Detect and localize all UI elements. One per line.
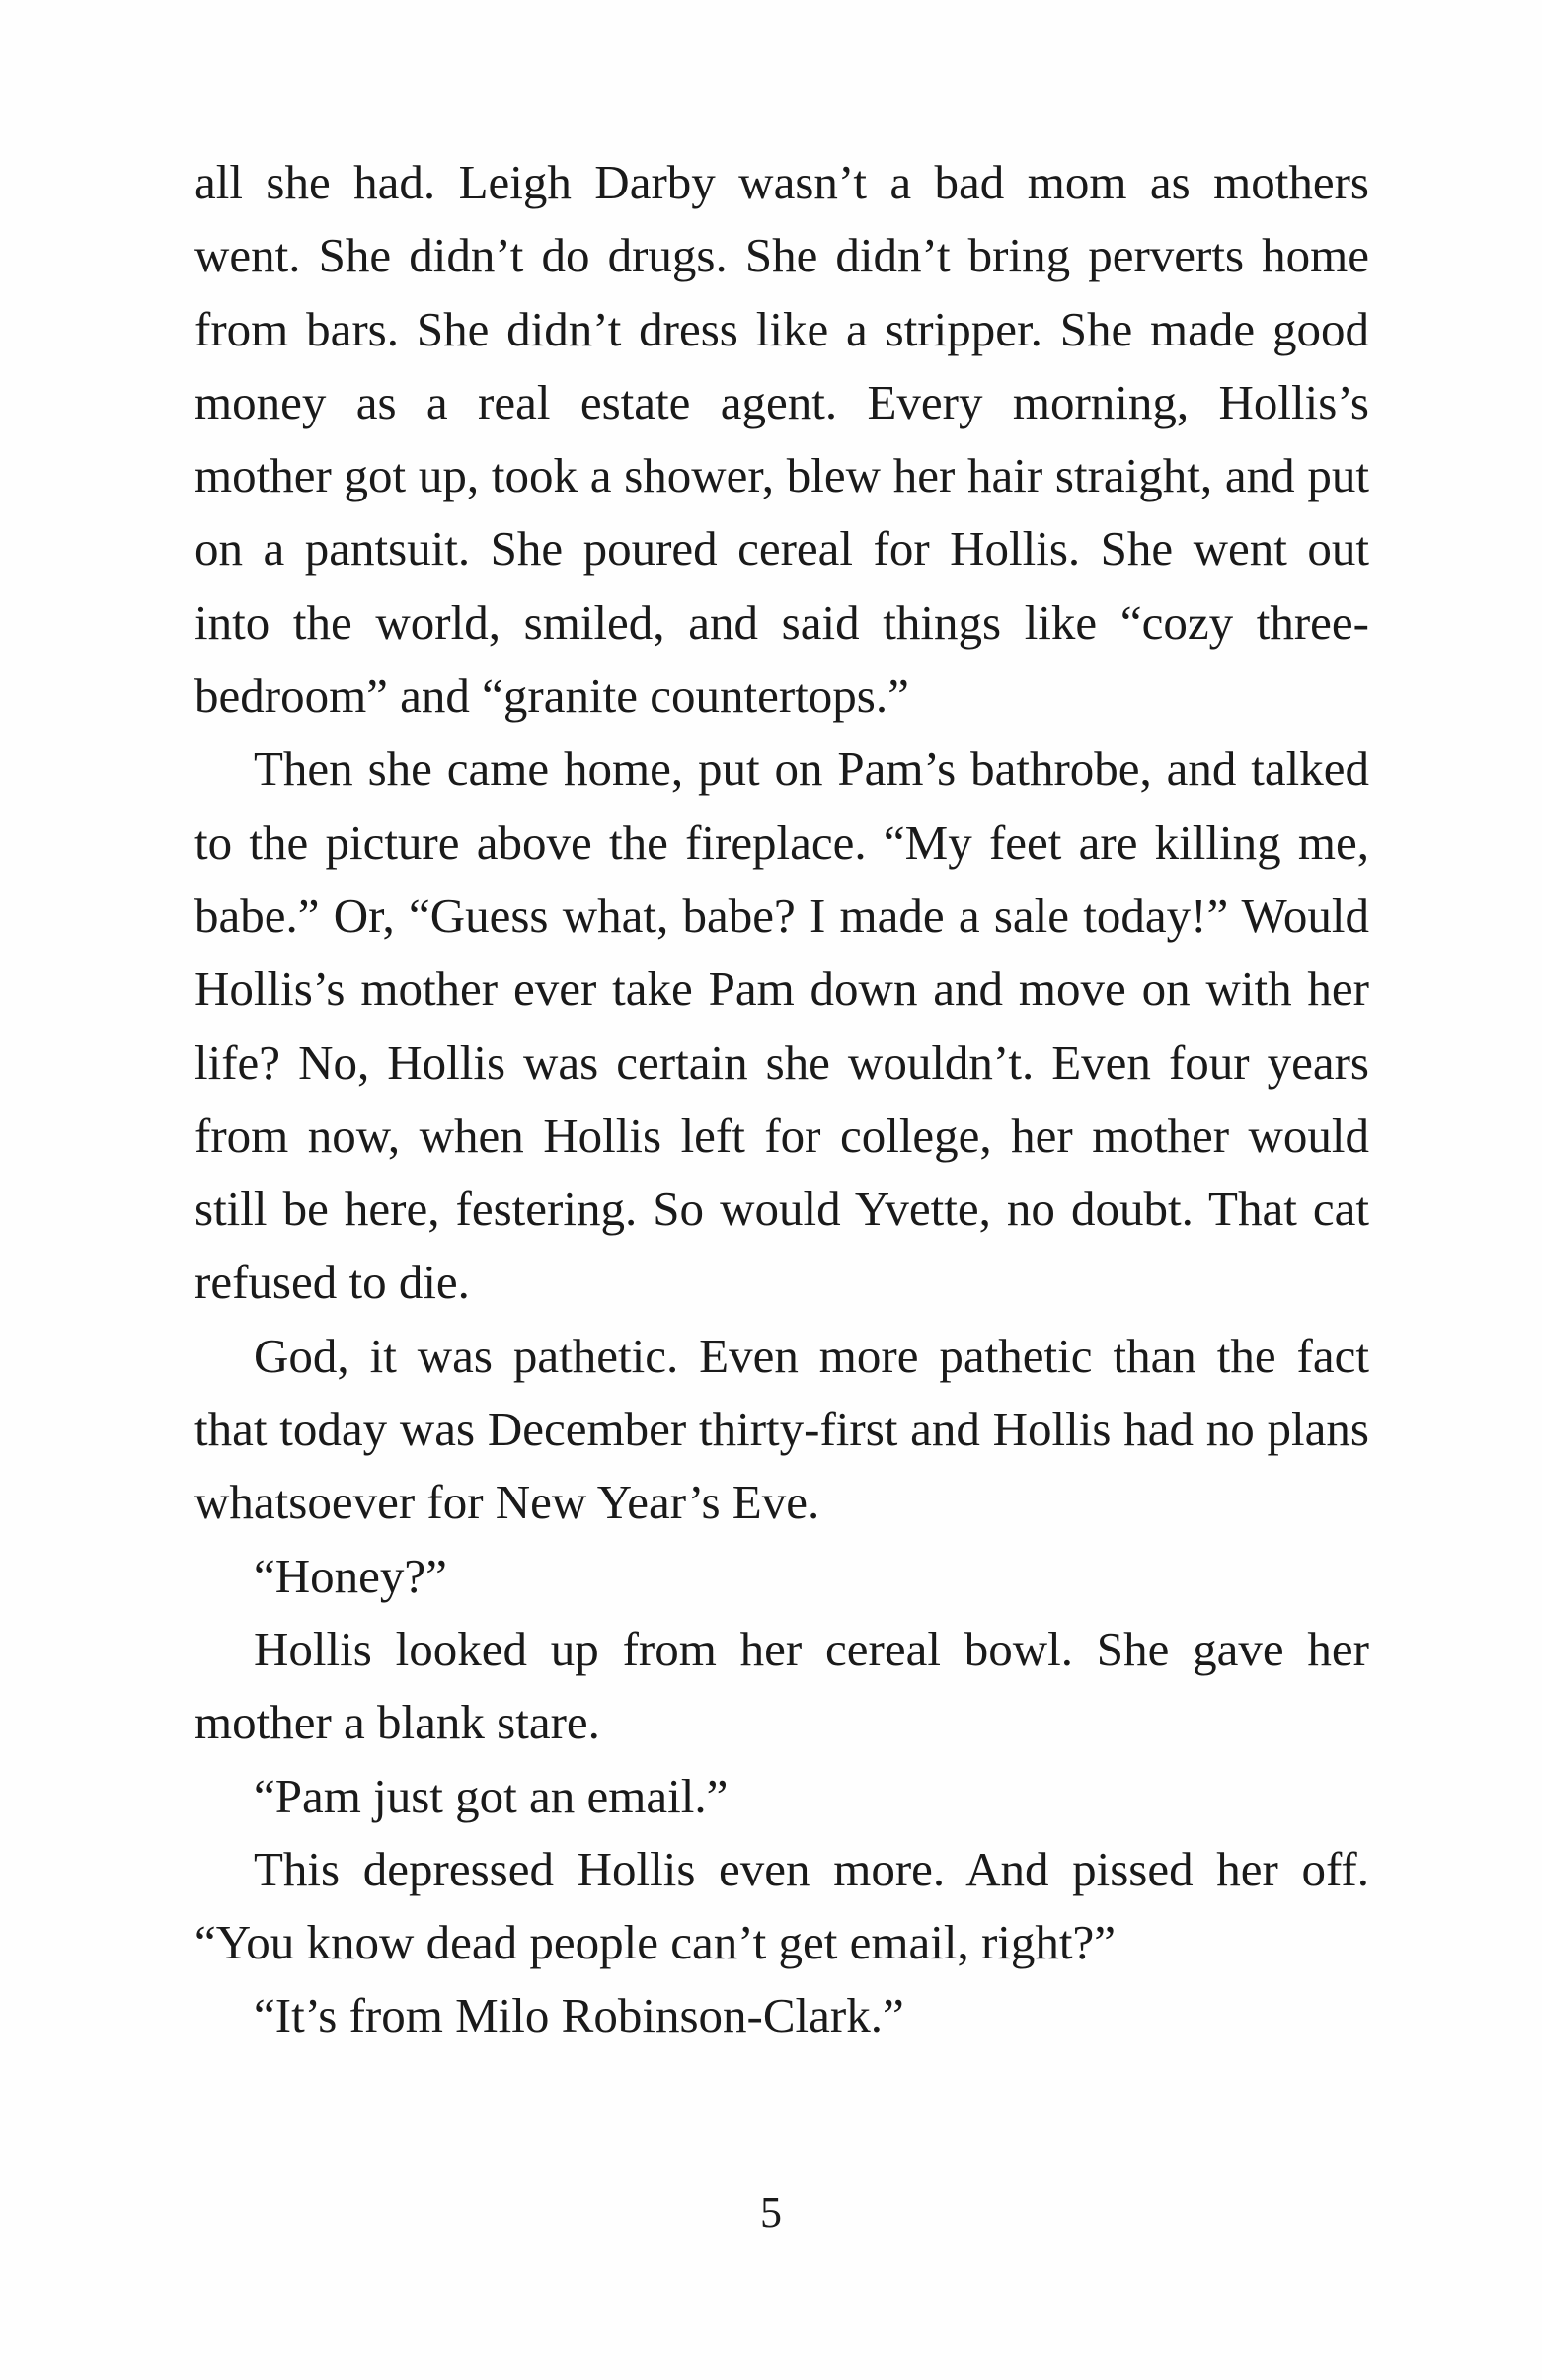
paragraph-1: all she had. Leigh Darby wasn’t a bad mom as mothers went. She didn’t do drugs. She didn’t bring perverts home from bars. She didn’t dress like a stripper. She made good money as a real estate agent. Every morning, Hollis’s mother got up, took a shower, blew her hair straight, and put on a pantsuit. She poured cereal for Hollis. She went out into the world, smiled, and said things like “cozy three-bedroom” and “granite countertops.” — [194, 155, 1369, 724]
page-number: 5 — [760, 2188, 782, 2237]
paragraph-3: God, it was pathetic. Even more pathetic than the fact that today was December thirty-first and Hollis had no plans whatsoever for New Year’s Eve. — [194, 1328, 1369, 1530]
paragraph-2: Then she came home, put on Pam’s bathrobe, and talked to the picture above the fireplace. “My feet are killing me, babe.” Or, “Guess what, babe? I made a sale today!” Would Hollis’s mother ever take Pam down and move on with her life? No, Hollis was certain she wouldn’t. Even four years from now, when Hollis left for college, her mother would still be here, festering. So would Yvette, no doubt. That cat refused to die. — [194, 741, 1369, 1310]
paragraph-6: “Pam just got an email.” — [254, 1768, 729, 1823]
paragraph-7: This depressed Hollis even more. And pissed her off. “You know dead people can’t get email, right?” — [194, 1841, 1369, 1970]
paragraph-5: Hollis looked up from her cereal bowl. She gave her mother a blank stare. — [194, 1621, 1369, 1750]
paragraph-8: “It’s from Milo Robinson-Clark.” — [254, 1988, 904, 2043]
paragraph-4: “Honey?” — [254, 1548, 447, 1603]
body-text — [194, 146, 1369, 2053]
